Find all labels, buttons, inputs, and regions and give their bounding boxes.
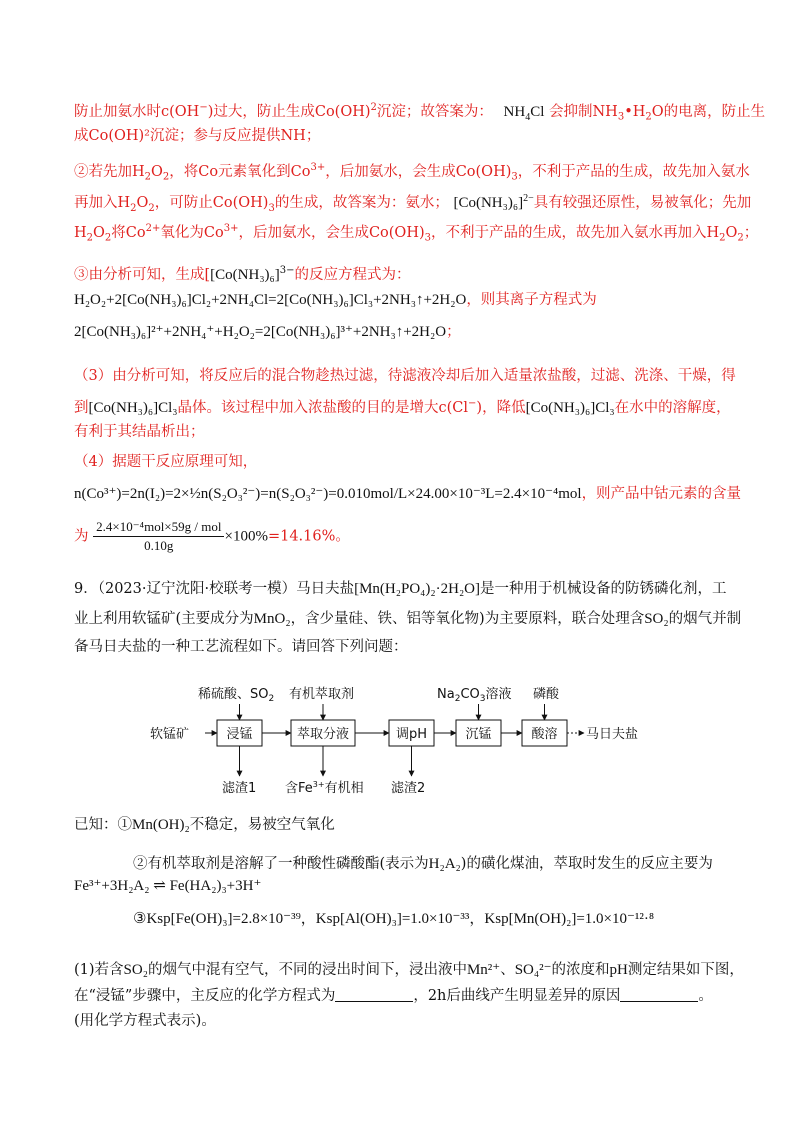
- output-product: 马日夫盐: [586, 727, 639, 742]
- answer-line-11: 有利于其结晶析出；: [74, 424, 205, 440]
- process-flowchart: [150, 680, 670, 802]
- reagent-na2co3: $Na_2CO_3$溶液: [437, 687, 512, 704]
- answer-line-3: ②若先加$H_2O_2$，将Co元素氧化到$Co^{3+}$，后加氨水，会生成$Co(OH)_3$，不利于产品的生成，故先加入氨水: [74, 162, 750, 183]
- known-2-reaction: Fe³⁺+3H₂A₂ ⇌ Fe(HA₂)₃+3H⁺: [74, 878, 262, 894]
- answer-blank-2[interactable]: [620, 987, 698, 1002]
- answer-line-5: $H_2O_2$将$Co^{2+}$氧化为$Co^{3+}$，后加氨水，会生成$Co(OH)_3$，不利于产品的生成，故先加入氨水再加入$H_2O_2$；: [74, 223, 759, 244]
- input-pyrolusite: 软锰矿: [150, 727, 190, 742]
- svg-text:浸锰: 浸锰: [226, 727, 253, 742]
- reagent-organic-extractant: 有机萃取剂: [289, 687, 355, 702]
- known-2: ②有机萃取剂是溶解了一种酸性磷酸酯(表示为H₂A₂)的磺化煤油，萃取时发生的反应主要为: [133, 856, 713, 872]
- svg-text:调pH: 调pH: [395, 727, 428, 742]
- waste-fe-organic: 含$Fe^{3+}$有机相: [285, 780, 364, 796]
- waste-residue-1: 滤渣1: [222, 781, 257, 796]
- answer-line-6: ③由分析可知，生成[$[Co(NH_3)_6]^{3-}$的反应方程式为：: [74, 265, 411, 283]
- question-9-line-1: 9．（2023·辽宁沈阳·校联考一模）马日夫盐[Mn(H₂PO₄)₂·2H₂O]是一种用于机械设备的防锈磷化剂，工: [74, 581, 727, 597]
- reagent-acid-so2: 稀硫酸、$SO_2$: [198, 687, 275, 704]
- content-fraction: $\frac{\text{2.4×10⁻⁴mol×59g / mol}}{0.10g}$: [93, 518, 224, 555]
- answer-line-9: （3）由分析可知，将反应后的混合物趁热过滤，待滤液冷却后加入适量浓盐酸，过滤、洗涤、干燥，得: [74, 368, 736, 384]
- equation-chemical: H₂O₂+2[Co(NH₃)₆]Cl₂+2NH₄Cl=2[Co(NH₃)₆]Cl₃+2NH₃↑+2H₂O: [74, 292, 467, 308]
- answer-blank-1[interactable]: [335, 987, 413, 1002]
- svg-text:沉锰: 沉锰: [465, 727, 492, 742]
- answer-line-14: 为 $\frac{\text{2.4×10⁻⁴mol×59g / mol}}{0.10g}$ ×100%=14.16%。: [74, 519, 350, 553]
- answer-line-2: 成Co(OH)²沉淀；参与反应提供NH；: [74, 128, 321, 144]
- known-3-ksp: ③Ksp[Fe(OH)₃]=2.8×10⁻³⁹，Ksp[Al(OH)₃]=1.0×10⁻³³，Ksp[Mn(OH)₂]=1.0×10⁻¹²·⁸: [133, 911, 655, 927]
- equation-ionic: 2[Co(NH₃)₆]²⁺+2NH₄⁺+H₂O₂=2[Co(NH₃)₆]³⁺+2NH₃↑+2H₂O: [74, 324, 447, 340]
- answer-line-1: 防止加氨水时c(OH−)过大，防止生成Co(OH)$^2$沉淀；故答案为： $NH_4Cl$ 会抑制$NH_3•H_2O$的电离，防止生: [74, 102, 766, 123]
- waste-residue-2: 滤渣2: [391, 781, 426, 796]
- reagent-phosphoric-acid: 磷酸: [533, 687, 560, 702]
- svg-text:酸溶: 酸溶: [531, 727, 558, 742]
- subquestion-1-line-3: (用化学方程式表示)。: [74, 1013, 216, 1029]
- answer-line-8: 2[Co(NH₃)₆]²⁺+2NH₄⁺+H₂O₂=2[Co(NH₃)₆]³⁺+2NH₃↑+2H₂O；: [74, 324, 461, 340]
- answer-line-7: H₂O₂+2[Co(NH₃)₆]Cl₂+2NH₄Cl=2[Co(NH₃)₆]Cl₃+2NH₃↑+2H₂O，则其离子方程式为: [74, 292, 597, 308]
- subquestion-1-line-1: (1)若含SO₂的烟气中混有空气，不同的浸出时间下，浸出液中Mn²⁺、SO₄²⁻的浓度和pH测定结果如下图，: [74, 962, 744, 978]
- answer-line-10: 到[Co(NH₃)₆]Cl₃晶体。该过程中加入浓盐酸的目的是增大c(Cl−)，降低[Co(NH₃)₆]Cl₃在水中的溶解度，: [74, 398, 731, 416]
- answer-line-4: 再加入$H_2O_2$，可防止$Co(OH)_3$的生成，故答案为：氨水； $[Co(NH_3)_6]^{2-}$具有较强还原性，易被氧化；先加: [74, 193, 752, 214]
- answer-line-12: （4）据题干反应原理可知，: [74, 454, 258, 470]
- svg-text:萃取分液: 萃取分液: [296, 727, 350, 742]
- known-1: 已知：①Mn(OH)₂不稳定，易被空气氧化: [74, 817, 335, 833]
- equation-moles: n(Co³⁺)=2n(I₂)=2×½n(S₂O₃²⁻)=n(S₂O₃²⁻)=0.010mol/L×24.00×10⁻³L=2.4×10⁻⁴mol: [74, 486, 582, 502]
- question-9-line-2: 业上利用软锰矿(主要成分为MnO₂，含少量硅、铁、铝等氧化物)为主要原料，联合处理含SO₂的烟气并制: [74, 611, 742, 627]
- answer-line-13: n(Co³⁺)=2n(I₂)=2×½n(S₂O₃²⁻)=n(S₂O₃²⁻)=0.010mol/L×24.00×10⁻³L=2.4×10⁻⁴mol，则产品中钴元素的含量: [74, 486, 742, 502]
- question-9-line-3: 备马日夫盐的一种工艺流程如下。请回答下列问题：: [74, 639, 408, 655]
- subquestion-1-line-2: 在“浸锰”步骤中，主反应的化学方程式为 ，2h后曲线产生明显差异的原因 。: [74, 988, 713, 1004]
